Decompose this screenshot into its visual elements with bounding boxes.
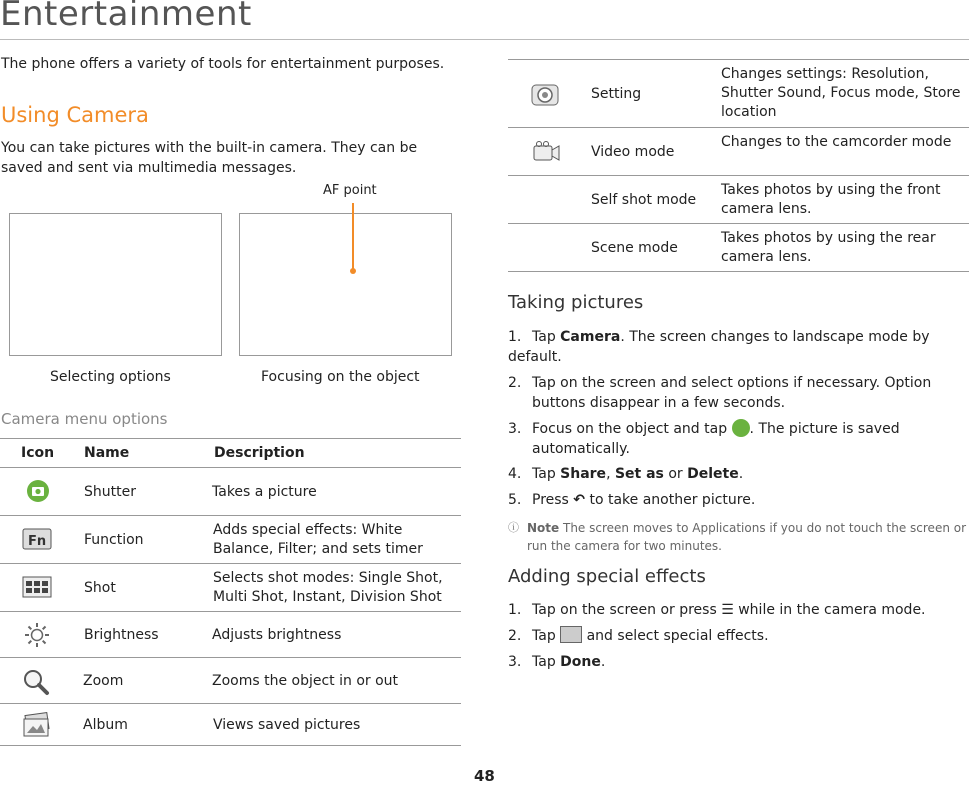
row-name: Shot — [84, 580, 116, 596]
camera-shutter-icon — [24, 479, 52, 503]
right-table-bottom-rule — [508, 271, 969, 272]
svg-text:Fn: Fn — [28, 534, 47, 549]
row-name: Video mode — [591, 144, 675, 160]
row-description: Takes photos by using the front camera lens. — [721, 182, 941, 217]
zoom-icon — [22, 668, 50, 692]
table-top-rule — [0, 438, 461, 439]
table-bottom-rule — [0, 745, 461, 746]
video-camera-icon — [532, 140, 560, 164]
intro-text: The phone offers a variety of tools for entertainment purposes. — [1, 56, 445, 72]
row-description: Changes settings: Resolution, Shutter Sound, Focus mode, Store location — [721, 66, 961, 120]
taking-step-3: 3. Focus on the object and tap . The picture is saved automatically. — [508, 421, 900, 457]
row-divider — [508, 127, 969, 128]
shot-mode-icon — [22, 576, 50, 600]
row-name: Scene mode — [591, 240, 678, 256]
row-name: Zoom — [83, 673, 124, 689]
row-name: Shutter — [84, 484, 136, 500]
row-description: Selects shot modes: Single Shot, Multi Shot, Instant, Division Shot — [213, 570, 443, 605]
adding-step-1: 1. Tap on the screen or press ☰ while in the camera mode. — [508, 602, 926, 618]
row-name: Self shot mode — [591, 192, 697, 208]
function-icon — [22, 528, 50, 552]
taking-step-4: 4. Tap Share, Set as or Delete. — [508, 466, 744, 482]
shutter-inline-icon — [732, 419, 750, 437]
row-divider — [0, 703, 461, 704]
taking-pictures-title: Taking pictures — [508, 292, 644, 313]
row-name: Setting — [591, 86, 642, 102]
row-description: Takes photos by using the rear camera lens. — [721, 230, 936, 265]
row-description: Adjusts brightness — [212, 627, 342, 643]
row-divider — [0, 563, 461, 564]
row-description: Takes a picture — [212, 484, 317, 500]
screen-image-focusing — [239, 213, 452, 356]
brightness-icon — [24, 622, 52, 646]
adding-step-3: 3. Tap Done. — [508, 654, 606, 670]
function-inline-icon — [560, 626, 582, 643]
row-name: Function — [84, 532, 144, 548]
row-divider — [508, 223, 969, 224]
header-icon: Icon — [21, 445, 55, 461]
row-name: Album — [83, 717, 128, 733]
header-description: Description — [214, 445, 305, 461]
info-icon: ⓘ — [508, 521, 519, 534]
menu-icon: ☰ — [721, 602, 734, 618]
section-text: You can take pictures with the built-in camera. They can be saved and sent via multimedia messages. — [1, 140, 418, 176]
menu-heading: Camera menu options — [1, 410, 168, 428]
af-point-marker — [350, 268, 356, 274]
title-divider — [0, 39, 969, 40]
row-divider — [0, 611, 461, 612]
right-table-top-rule — [508, 59, 969, 60]
taking-step-5: 5. Press ↶ to take another picture. — [508, 492, 756, 508]
row-divider — [0, 657, 461, 658]
af-point-callout-line — [352, 203, 354, 270]
row-description: Changes to the camcorder mode — [721, 134, 952, 150]
note: ⓘ Note The screen moves to Applications if you do not touch the screen or run the camera for two minutes. — [508, 521, 967, 553]
settings-icon — [530, 80, 558, 104]
af-point-label: AF point — [323, 183, 377, 198]
album-icon — [22, 712, 50, 736]
row-description: Views saved pictures — [213, 717, 361, 733]
screen-image-selecting-options — [9, 213, 222, 356]
page-title: Entertainment — [0, 0, 252, 34]
header-name: Name — [84, 445, 130, 461]
back-arrow-icon: ↶ — [573, 492, 586, 508]
row-divider — [508, 175, 969, 176]
section-title: Using Camera — [1, 103, 149, 127]
adding-effects-title: Adding special effects — [508, 566, 706, 587]
row-description: Adds special effects: White Balance, Filter; and sets timer — [213, 522, 423, 557]
caption-selecting-options: Selecting options — [50, 369, 171, 385]
table-header-rule — [0, 467, 461, 468]
caption-focusing: Focusing on the object — [261, 369, 420, 385]
page-number: 48 — [474, 767, 495, 785]
row-divider — [0, 515, 461, 516]
taking-step-1: 1. Tap Camera. The screen changes to landscape mode by default. — [508, 329, 930, 365]
row-description: Zooms the object in or out — [212, 673, 399, 689]
row-name: Brightness — [84, 627, 159, 643]
taking-step-2: 2. Tap on the screen and select options if necessary. Option buttons disappear in a few seconds. — [508, 375, 932, 411]
adding-step-2: 2. Tap and select special effects. — [508, 628, 769, 644]
